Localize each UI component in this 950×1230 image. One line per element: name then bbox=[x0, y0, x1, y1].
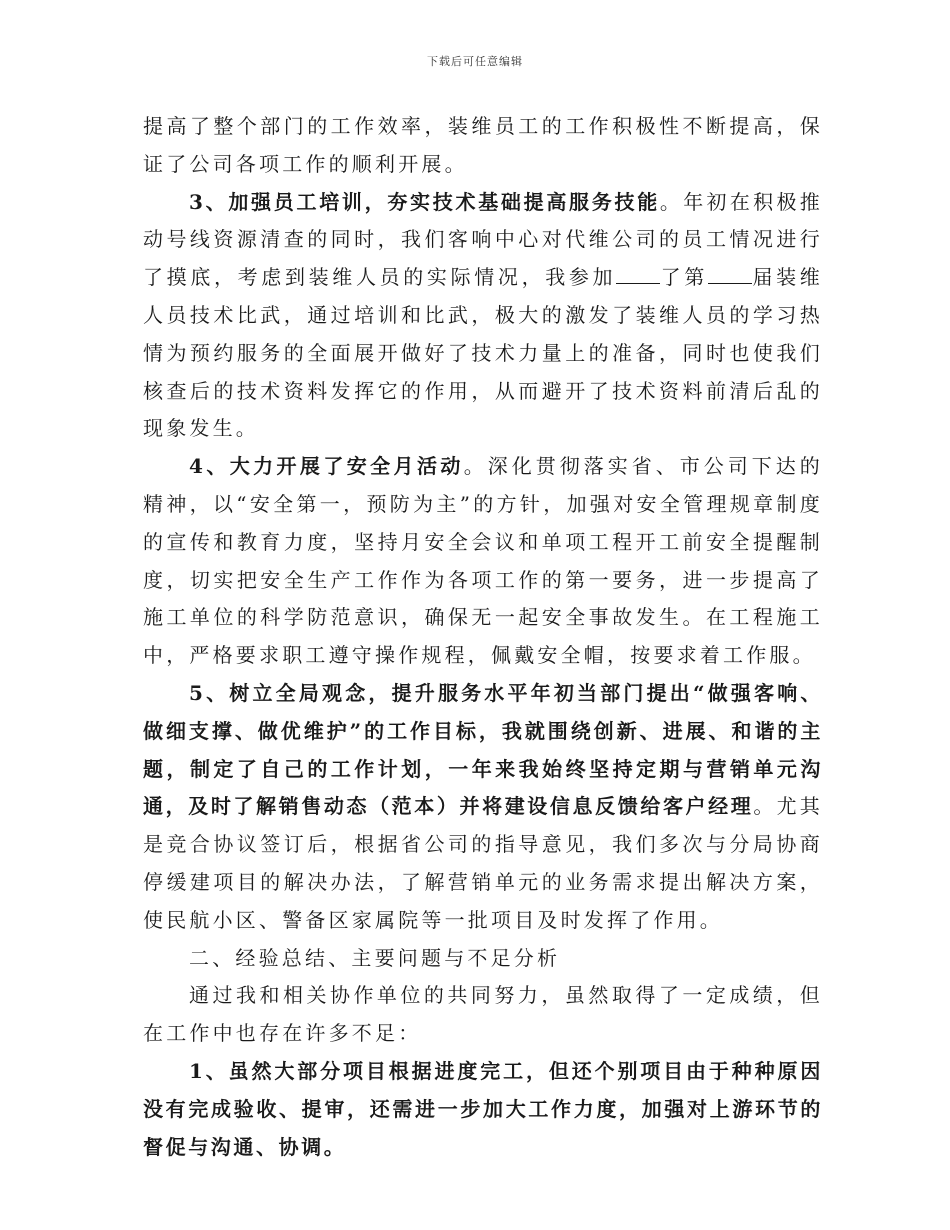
page-header: 下载后可任意编辑 bbox=[427, 55, 523, 68]
paragraph-text: 通过我和相关协作单位的共同努力，虽然取得了一定成绩，但在工作中也存在许多不足： bbox=[143, 983, 823, 1046]
section-heading bbox=[143, 940, 823, 978]
paragraph-service bbox=[143, 675, 823, 940]
paragraph-heading: 5、树立全局观念，提升服务水平年初当部门提出“做强客响、做细支撑、做优维护”的工作目标，我就围绕创新、进展、和谐的主题，制定了自己的工作计划，一年来我始终坚持定期与营销单元沟通，及时了解销售动态（范本）并将建设信息反馈给客户经理 bbox=[143, 680, 823, 819]
paragraph-heading: 4、大力开展了安全月活动 bbox=[189, 454, 464, 479]
paragraph-summary bbox=[143, 977, 823, 1053]
blank-underline bbox=[708, 265, 752, 284]
paragraph-heading: 3、加强员工培训，夯实技术基础提高服务技能 bbox=[189, 189, 660, 214]
paragraph-text: 了第 bbox=[660, 265, 709, 290]
blank-underline bbox=[616, 265, 660, 284]
paragraph-safety bbox=[143, 448, 823, 675]
paragraph-text: 。深化贯彻落实省、市公司下达的精神，以“安全第一，预防为主”的方针，加强对安全管理规章制度的宣传和教育力度，坚持月安全会议和单项工程开工前安全提醒制度，切实把安全生产工作作为各项工作的第一要务，进一步提高了施工单位的科学防范意识，确保无一起安全事故发生。在工程施工中，严格要求职工遵守操作规程，佩戴安全帽，按要求着工作服。 bbox=[143, 454, 824, 668]
paragraph-text: 。尤其是竞合协议签订后，根据省公司的指导意见，我们多次与分局协商停缓建项目的解决办法，了解营销单元的业务需求提出解决方案，使民航小区、警备区家属院等一批项目及时发挥了作用。 bbox=[143, 794, 823, 932]
paragraph-continuation bbox=[143, 108, 823, 184]
paragraph-text: 届装维人员技术比武，通过培训和比武，极大的激发了装维人员的学习热情为预约服务的全面展开做好了技术力量上的准备，同时也使我们核查后的技术资料发挥它的作用，从而避开了技术资料前清后乱的现象发生。 bbox=[143, 265, 823, 441]
paragraph-text: 。年初在积极推动号线资源清查的同时，我们客响中心对代维公司的员工情况进行了摸底，考虑到装维人员的实际情况，我参加 bbox=[143, 189, 824, 290]
paragraph-training bbox=[143, 184, 823, 449]
document-body bbox=[143, 108, 823, 1166]
paragraph-problem-1 bbox=[143, 1053, 823, 1166]
paragraph-heading: 1、虽然大部分项目根据进度完工，但还个别项目由于种种原因没有完成验收、提审，还需进一步加大工作力度，加强对上游环节的督促与沟通、协调。 bbox=[143, 1058, 823, 1159]
paragraph-text: 提高了整个部门的工作效率，装维员工的工作积极性不断提高，保证了公司各项工作的顺利开展。 bbox=[143, 114, 823, 176]
section-heading-text: 二、经验总结、主要问题与不足分析 bbox=[189, 945, 561, 970]
